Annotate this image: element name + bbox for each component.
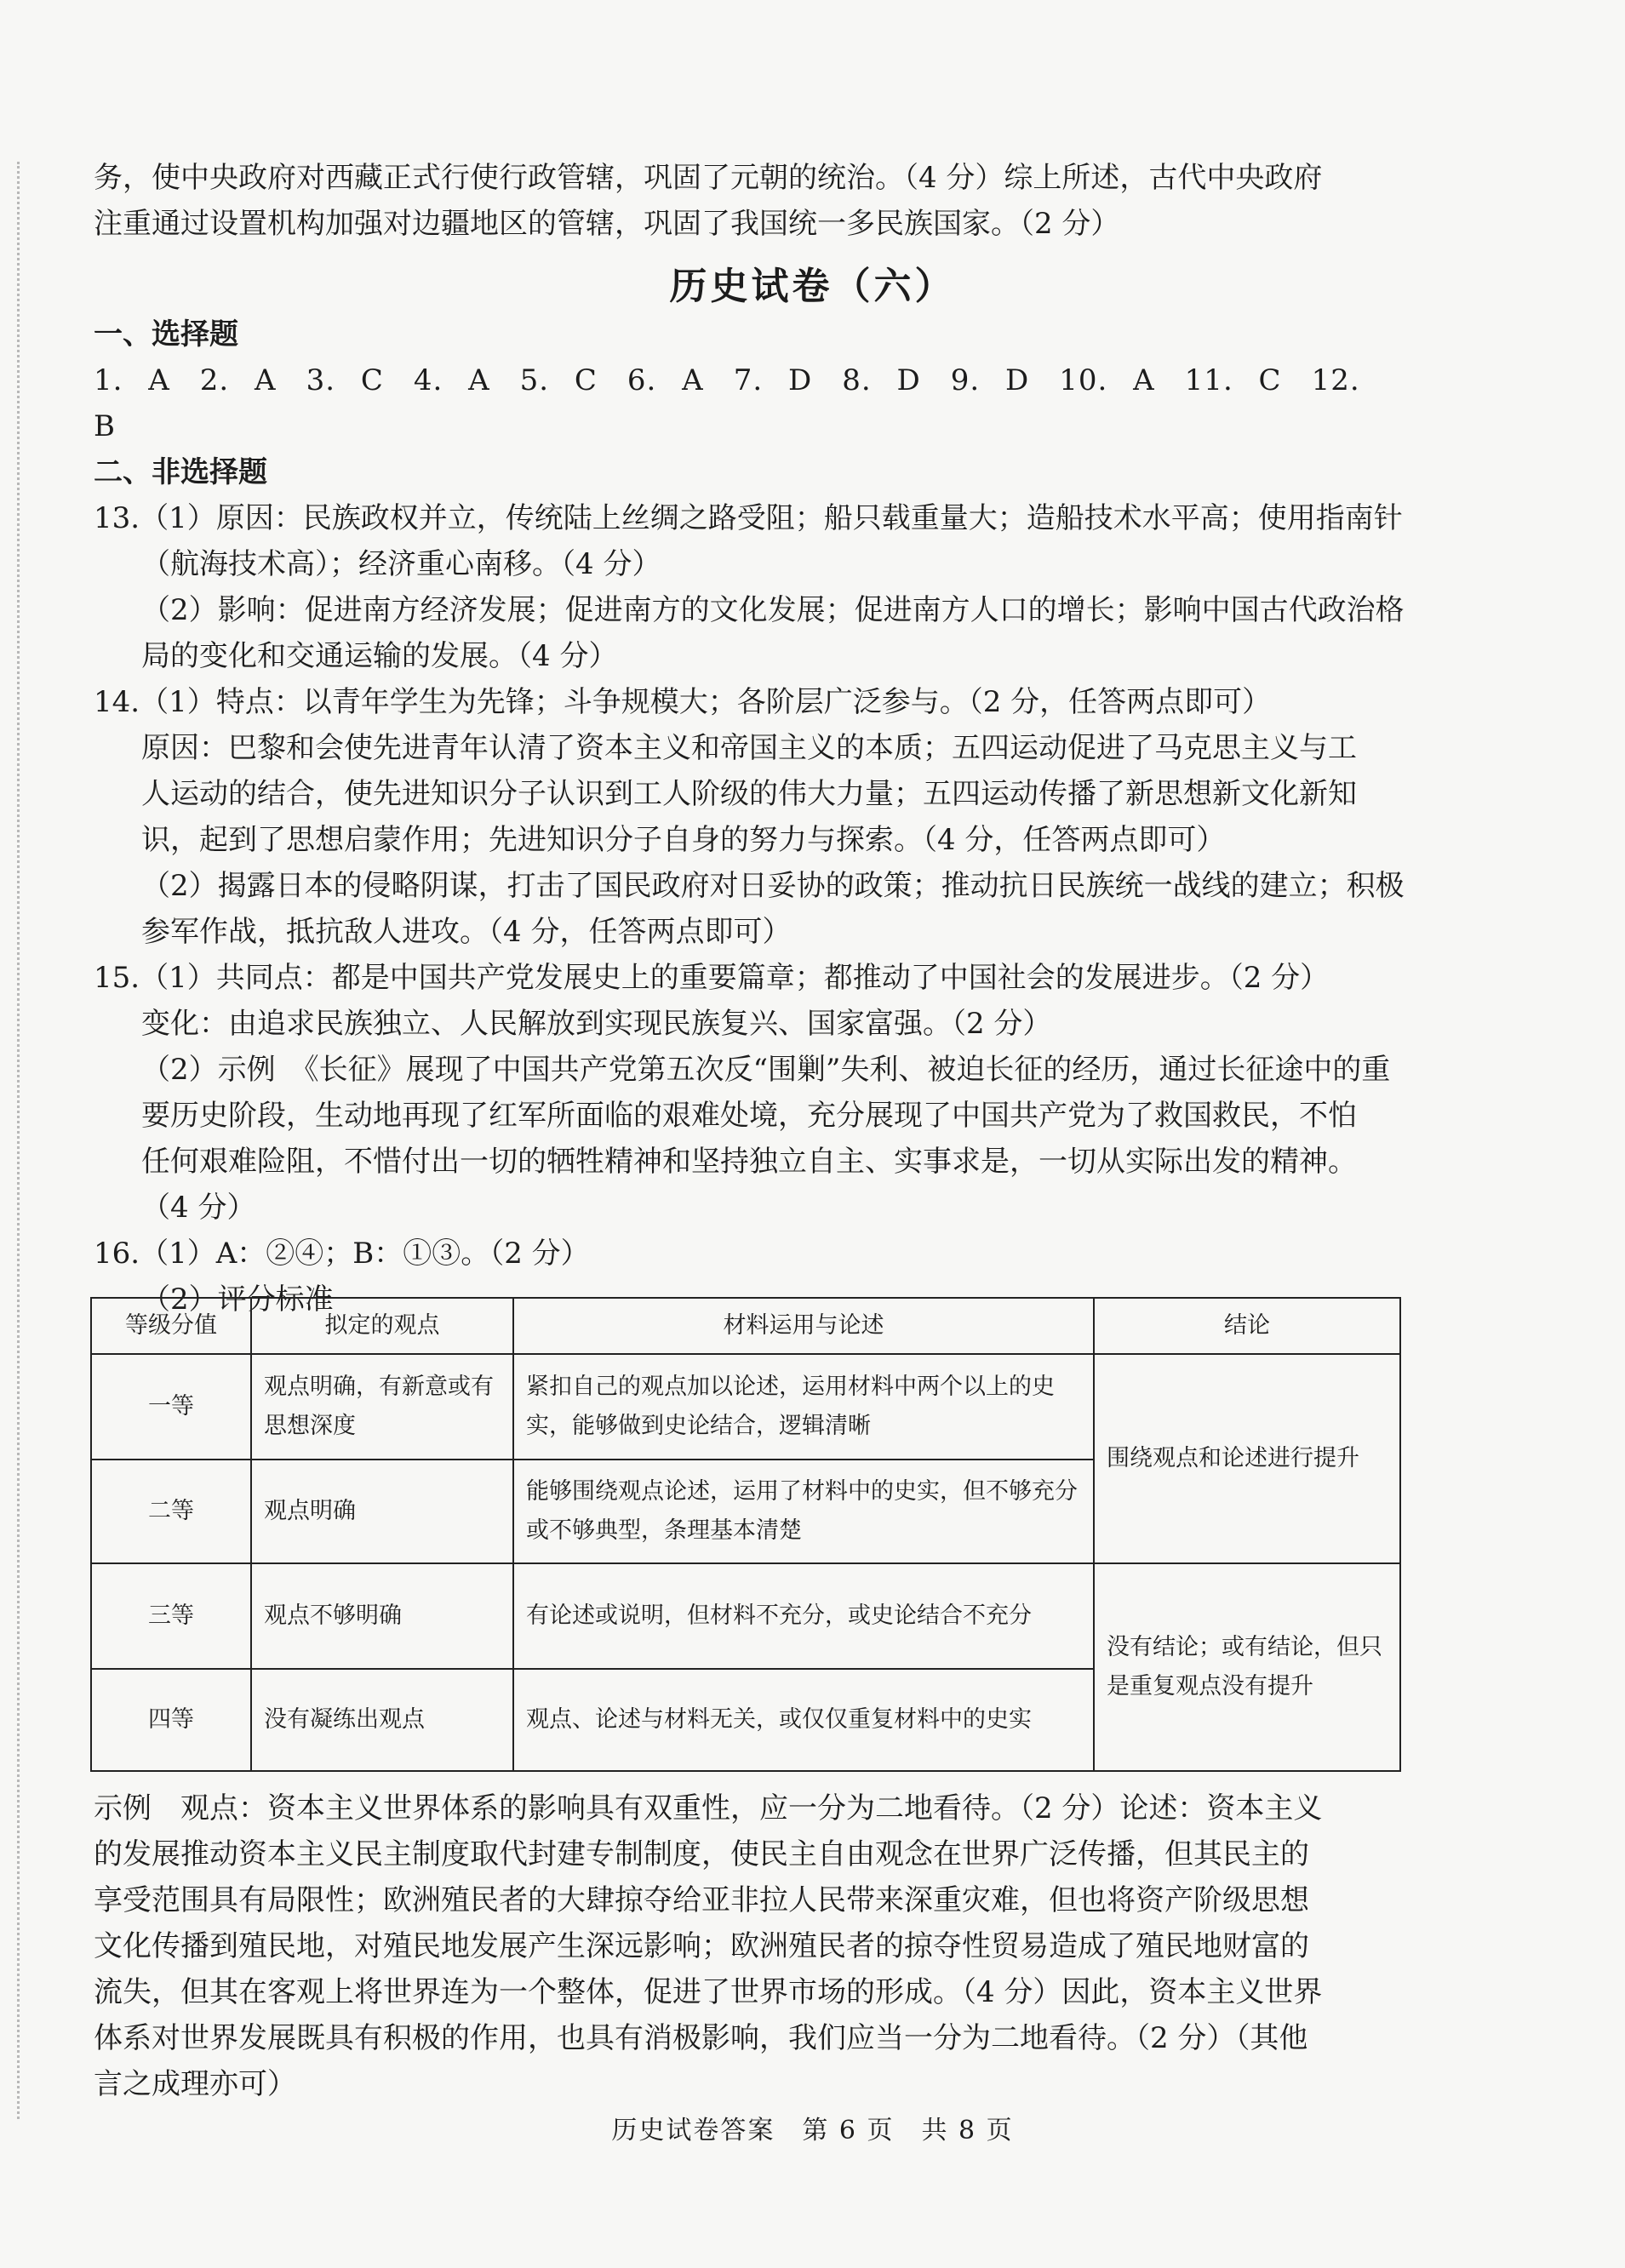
table-header-row (91, 1298, 1400, 1354)
answer-line: 要历史阶段，生动地再现了红军所面临的艰难处境，充分展现了中国共产党为了救国救民，不怕 (141, 1099, 1357, 1133)
answer-line: （2）评分标准 (141, 1283, 334, 1317)
example-line: 文化传播到殖民地，对殖民地发展产生深远影响；欧洲殖民者的掠夺性贸易造成了殖民地财富的 (94, 1929, 1309, 1963)
example-line: 示例 观点：资本主义世界体系的影响具有双重性，应一分为二地看待。（2 分）论述：资本主义 (94, 1791, 1323, 1825)
viewpoint-cell: 观点不够明确 (251, 1563, 513, 1669)
answer-line: 14.（1）特点：以青年学生为先锋；斗争规模大；各阶层广泛参与。（2 分，任答两点即可） (94, 685, 1272, 719)
table-row (91, 1563, 1400, 1669)
conclusion-cell: 没有结论；或有结论，但只是重复观点没有提升 (1094, 1563, 1400, 1771)
question-13 (94, 495, 1405, 679)
table-header-cell: 结论 (1094, 1298, 1400, 1354)
argument-cell: 能够围绕观点论述，运用了材料中的史实，但不够充分或不够典型，条理基本清楚 (513, 1460, 1094, 1563)
answer-line: （2）示例 《长征》展现了中国共产党第五次反“围剿”失利、被迫长征的经历，通过长征途中的重 (141, 1053, 1391, 1087)
answer-line: 人运动的结合，使先进知识分子认识到工人阶级的伟大力量；五四运动传播了新思想新文化新知 (141, 777, 1357, 811)
page-footer: 历史试卷答案 第 6 页 共 8 页 (611, 2116, 1014, 2145)
table-header-cell: 等级分值 (91, 1298, 251, 1354)
answer-line: 识，起到了思想启蒙作用；先进知识分子自身的努力与探索。（4 分，任答两点即可） (141, 823, 1226, 857)
viewpoint-cell: 观点明确 (251, 1460, 513, 1563)
intro-line: 务，使中央政府对西藏正式行使行政管辖，巩固了元朝的统治。（4 分）综上所述，古代中央政府 (94, 161, 1323, 195)
argument-cell: 有论述或说明，但材料不充分，或史论结合不充分 (513, 1563, 1094, 1669)
binding-margin-line (17, 162, 20, 2119)
table-header-cell: 拟定的观点 (251, 1298, 513, 1354)
question-14 (94, 679, 1405, 955)
example-answer (94, 1785, 1405, 2107)
answer-line: 13.（1）原因：民族政权并立，传统陆上丝绸之路受阻；船只载重量大；造船技术水平高；使用指南针 (94, 501, 1403, 535)
answer-line: 参军作战，抵抗敌人进攻。（4 分，任答两点即可） (141, 915, 792, 949)
example-line: 流失，但其在客观上将世界连为一个整体，促进了世界市场的形成。（4 分）因此，资本主义世界 (94, 1975, 1323, 2009)
grade-cell: 一等 (91, 1354, 251, 1460)
example-line: 的发展推动资本主义民主制度取代封建专制制度，使民主自由观念在世界广泛传播，但其民主的 (94, 1837, 1309, 1871)
example-line: 体系对世界发展既具有积极的作用，也具有消极影响，我们应当一分为二地看待。（2 分）（其他 (94, 2021, 1308, 2055)
example-line: 享受范围具有局限性；欧洲殖民者的大肆掠夺给亚非拉人民带来深重灾难，但也将资产阶级思想 (94, 1883, 1309, 1917)
viewpoint-cell: 没有凝练出观点 (251, 1669, 513, 1771)
answer-line: 原因：巴黎和会使先进青年认清了资本主义和帝国主义的本质；五四运动促进了马克思主义与工 (141, 731, 1357, 765)
intro-line: 注重通过设置机构加强对边疆地区的管辖，巩固了我国统一多民族国家。（2 分） (94, 207, 1120, 241)
answer-line: 15.（1）共同点：都是中国共产党发展史上的重要篇章；都推动了中国社会的发展进步。（2 分） (94, 961, 1330, 995)
example-line: 言之成理亦可） (94, 2067, 296, 2101)
argument-cell: 紧扣自己的观点加以论述，运用材料中两个以上的史实，能够做到史论结合，逻辑清晰 (513, 1354, 1094, 1460)
answer-line: （2）影响：促进南方经济发展；促进南方的文化发展；促进南方人口的增长；影响中国古代政治格 (141, 593, 1405, 627)
answer-line: 16.（1）A：②④；B：①③。（2 分） (94, 1237, 590, 1271)
table-header-cell: 材料运用与论述 (513, 1298, 1094, 1354)
answer-line: （2）揭露日本的侵略阴谋，打击了国民政府对日妥协的政策；推动抗日民族统一战线的建立；积极 (141, 869, 1405, 903)
answer-line: 局的变化和交通运输的发展。（4 分） (141, 639, 618, 673)
conclusion-cell: 围绕观点和论述进行提升 (1094, 1354, 1400, 1563)
answer-line: （航海技术高）；经济重心南移。（4 分） (141, 547, 661, 581)
intro-paragraph (94, 155, 1405, 247)
page-title: 历史试卷（六） (669, 265, 956, 308)
grade-cell: 三等 (91, 1563, 251, 1669)
choice-answers: 1. A 2. A 3. C 4. A 5. C 6. A 7. D 8. D 9. D 10. A 11. C 12. B (94, 363, 1360, 443)
question-15 (94, 955, 1405, 1231)
scoring-criteria-table (90, 1297, 1401, 1772)
viewpoint-cell: 观点明确，有新意或有思想深度 (251, 1354, 513, 1460)
answer-line: 任何艰难险阻，不惜付出一切的牺牲精神和坚持独立自主、实事求是，一切从实际出发的精神。 (141, 1145, 1357, 1179)
grade-cell: 四等 (91, 1669, 251, 1771)
section-heading-nonchoice: 二、非选择题 (94, 455, 267, 489)
grade-cell: 二等 (91, 1460, 251, 1563)
answer-line: 变化：由追求民族独立、人民解放到实现民族复兴、国家富强。（2 分） (141, 1007, 1052, 1041)
section-heading-choice: 一、选择题 (94, 317, 238, 351)
argument-cell: 观点、论述与材料无关，或仅仅重复材料中的史实 (513, 1669, 1094, 1771)
answer-line: （4 分） (141, 1191, 256, 1225)
table-row (91, 1354, 1400, 1460)
answers-block (94, 311, 1405, 1323)
